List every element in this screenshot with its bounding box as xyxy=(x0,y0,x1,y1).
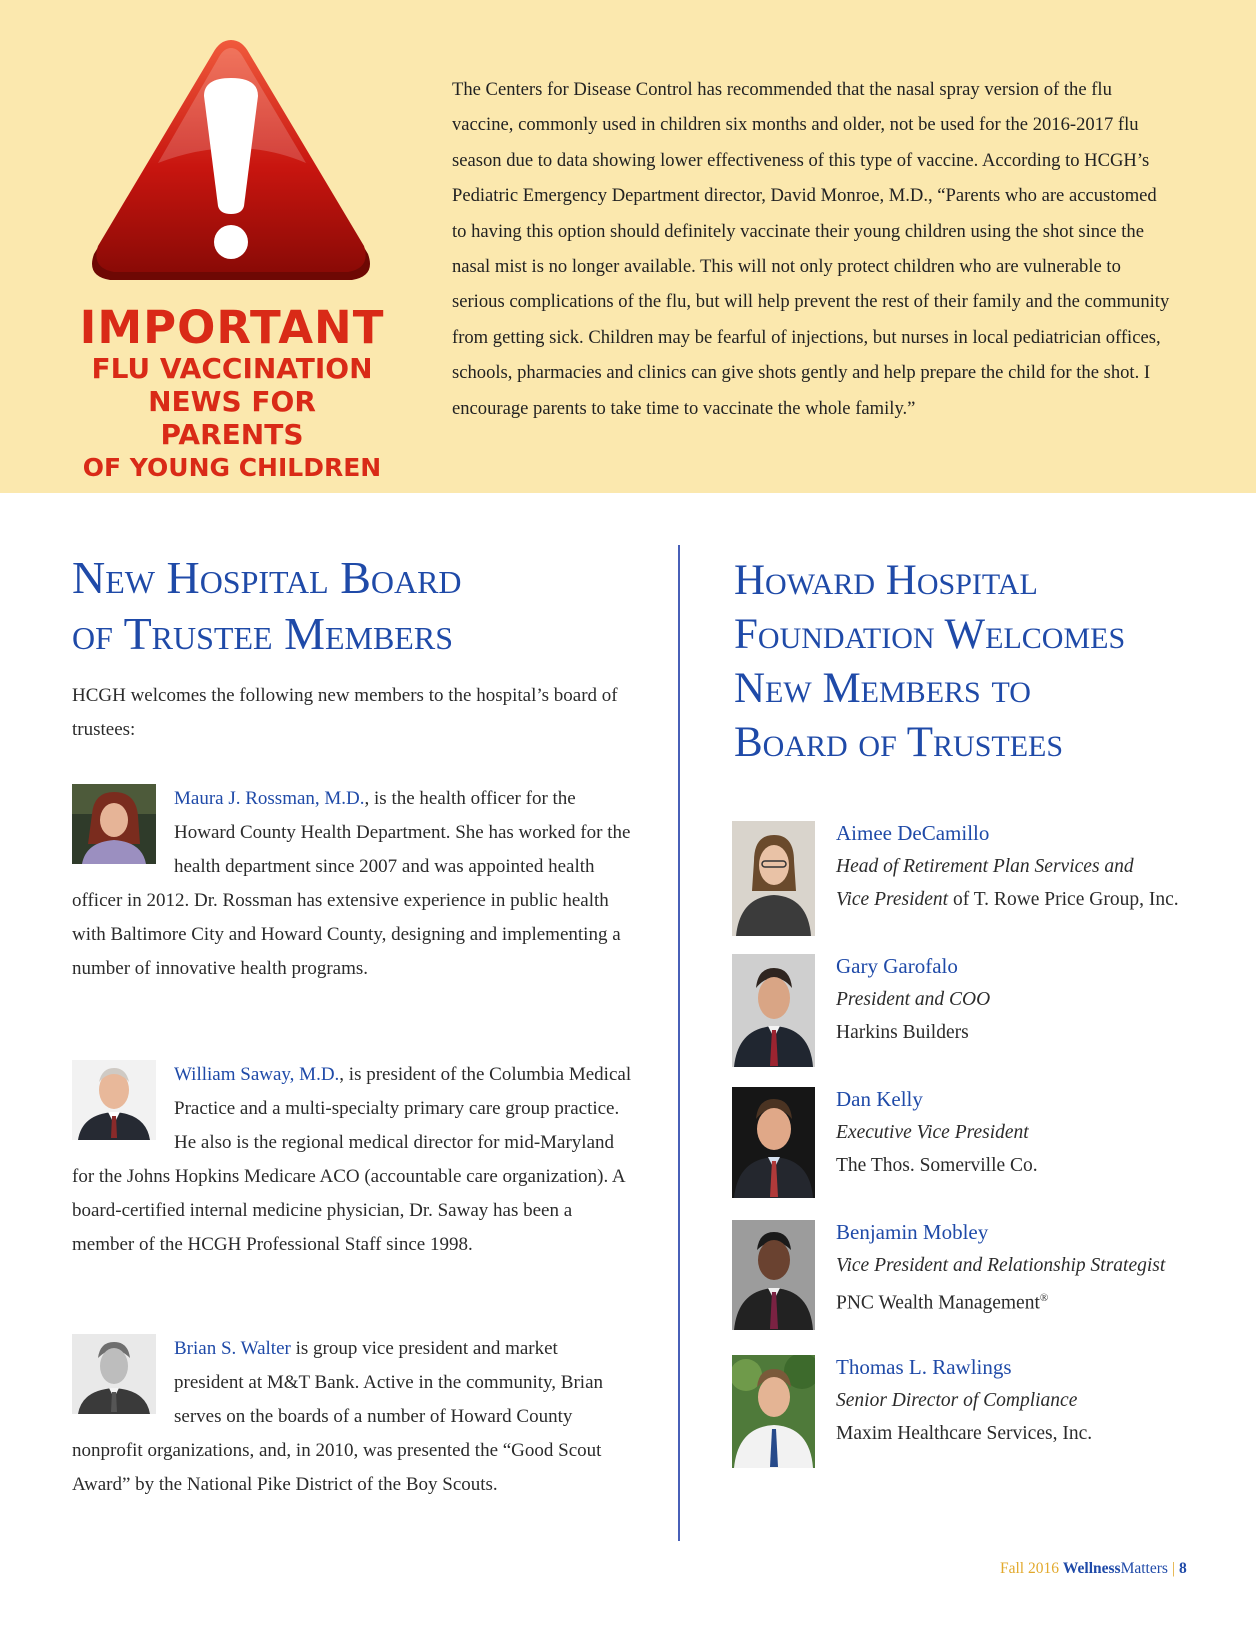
member-org-mobley-text: PNC Wealth Management xyxy=(836,1292,1040,1314)
member-role-rawlings: Senior Director of Compliance xyxy=(836,1390,1078,1411)
member-name-rawlings: Thomas L. Rawlings xyxy=(836,1355,1012,1379)
member-org-mobley xyxy=(836,1282,1256,1320)
flu-banner xyxy=(0,0,1256,493)
member-name-kelly: Dan Kelly xyxy=(836,1087,923,1111)
left-title-line-2: of Trustee Members xyxy=(72,608,453,659)
portrait-garofalo xyxy=(732,954,815,1067)
bio-saway xyxy=(72,1058,632,1262)
footer-brand-wellness: Wellness xyxy=(1062,1560,1121,1577)
left-title-line-1: New Hospital Board xyxy=(72,552,462,603)
portrait-rossman xyxy=(72,784,156,864)
bio-rossman xyxy=(72,782,632,986)
member-org-kelly: The Thos. Somerville Co. xyxy=(836,1155,1038,1176)
member-info-kelly xyxy=(836,1083,1256,1182)
right-title-line-1: Howard Hospital xyxy=(734,557,1038,604)
right-title-line-4: Board of Trustees xyxy=(734,719,1064,766)
page-footer xyxy=(1000,1560,1230,1578)
member-org-decamillo xyxy=(836,883,1256,916)
member-org-rawlings: Maxim Healthcare Services, Inc. xyxy=(836,1423,1093,1444)
footer-separator: | xyxy=(1171,1560,1176,1577)
page-number: 8 xyxy=(1179,1560,1187,1577)
bio-text-rossman: , is the health officer for the Howard County Health Department. She has worked for the health department since 2007 and was appointed health officer in 2012. Dr. Rossman has extensive experience in public health with Baltimore City and Howard County, designing and implementing a number of innovative health programs. xyxy=(72,788,631,979)
headline-line-2: FLU VACCINATION xyxy=(91,352,373,385)
bio-walter xyxy=(72,1332,632,1502)
member-info-rawlings xyxy=(836,1351,1256,1450)
portrait-rawlings xyxy=(732,1355,815,1468)
registered-mark: ® xyxy=(1039,1292,1049,1304)
member-org-decamillo-text: of T. Rowe Price Group, Inc. xyxy=(948,889,1179,910)
member-info-garofalo xyxy=(836,950,1256,1049)
warning-triangle-icon xyxy=(86,38,376,288)
member-role-decamillo-2: Vice President xyxy=(836,889,949,910)
portrait-saway xyxy=(72,1060,156,1140)
right-title-line-3: New Members to xyxy=(734,665,1031,712)
member-role-mobley: Vice President and Relationship Strategist xyxy=(836,1255,1166,1276)
flu-article-text: The Centers for Disease Control has recommended that the nasal spray version of the flu vaccine, commonly used in children six months and older, not be used for the 2016-2017 flu season due to data showing lower effectiveness of this type of vaccine. According to HCGH’s Pediatric Emergency Department director, David Monroe, M.D., “Parents who are accustomed to having this option should definitely vaccinate their young children using the shot since the nasal mist is no longer available. This will not only protect children who are vulnerable to serious complications of the flu, but will help prevent the rest of their family and the community from getting sick. Children may be fearful of injections, but nurses in local pediatrician offices, schools, pharmacies and clinics can give shots gently and help prepare the child for the shot. I encourage parents to take time to vaccinate the whole family.” xyxy=(452,79,1170,419)
portrait-kelly xyxy=(732,1087,815,1198)
headline-line-1: IMPORTANT xyxy=(79,301,385,354)
flu-headline xyxy=(72,301,392,484)
bio-name-rossman: Maura J. Rossman, M.D. xyxy=(174,788,365,809)
column-divider xyxy=(678,545,680,1541)
member-name-decamillo: Aimee DeCamillo xyxy=(836,821,990,845)
member-info-mobley xyxy=(836,1216,1256,1320)
member-role-garofalo: President and COO xyxy=(836,989,991,1010)
footer-season: Fall 2016 xyxy=(1000,1560,1059,1577)
member-name-garofalo: Gary Garofalo xyxy=(836,954,958,978)
bio-name-walter: Brian S. Walter xyxy=(174,1338,291,1359)
bio-name-saway: William Saway, M.D. xyxy=(174,1064,340,1085)
left-section-title xyxy=(72,550,632,662)
headline-line-4: OF YOUNG CHILDREN xyxy=(82,453,382,482)
right-section-title xyxy=(734,554,1234,770)
right-title-line-2: Foundation Welcomes xyxy=(734,611,1126,658)
member-role-kelly: Executive Vice President xyxy=(836,1122,1029,1143)
bio-text-walter: is group vice president and market president at M&T Bank. Active in the community, Brian serves on the boards of a number of Howard County nonprofit organizations, and, in 2010, was presented the “Good Scout Award” by the National Pike District of the Boy Scouts. xyxy=(72,1338,604,1495)
footer-brand-matters: Matters xyxy=(1120,1560,1168,1577)
left-intro: HCGH welcomes the following new members to the hospital’s board of trustees: xyxy=(72,685,618,740)
member-name-mobley: Benjamin Mobley xyxy=(836,1220,989,1244)
headline-line-3: NEWS FOR PARENTS xyxy=(148,385,316,451)
portrait-decamillo xyxy=(732,821,815,936)
member-org-garofalo: Harkins Builders xyxy=(836,1022,969,1043)
member-info-decamillo xyxy=(836,817,1256,916)
portrait-walter xyxy=(72,1334,156,1414)
member-role-decamillo-1: Head of Retirement Plan Services and xyxy=(836,856,1134,877)
portrait-mobley xyxy=(732,1220,815,1330)
bio-text-saway: , is president of the Columbia Medical Practice and a multi-specialty primary care group practice. He also is the regional medical director for mid-Maryland for the Johns Hopkins Medicare ACO (accountable care organization). A board-certified internal medicine physician, Dr. Saway has been a member of the HCGH Professional Staff since 1998. xyxy=(72,1064,632,1255)
